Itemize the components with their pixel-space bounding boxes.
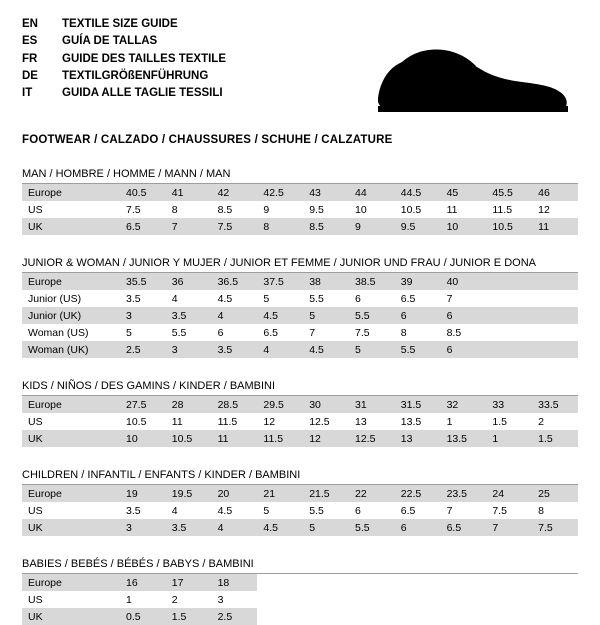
cell: 19 [120, 485, 166, 502]
cell: 3.5 [126, 504, 141, 517]
cell: 12.5 [349, 430, 395, 447]
cell: 24 [486, 485, 532, 502]
cell: 7 [486, 519, 532, 536]
cell: 10 [120, 430, 166, 447]
size-group-children [22, 469, 578, 536]
cell: 17 [166, 574, 212, 591]
cell: 5.5 [309, 292, 324, 305]
cell: 6.5 [441, 519, 487, 536]
cell: 5.5 [349, 519, 395, 536]
cell: 40 [441, 273, 487, 290]
cell: 13.5 [441, 430, 487, 447]
cell: 7.5 [532, 519, 578, 536]
cell: 21.5 [303, 485, 349, 502]
cell: 7.5 [126, 203, 141, 216]
language-title: TEXTILGRÖßENFÜHRUNG [62, 69, 209, 82]
group-title: KIDS / NIÑOS / DES GAMINS / KINDER / BAMBINI [22, 380, 276, 392]
language-row [22, 16, 226, 33]
table-row [22, 184, 578, 201]
cell [532, 273, 578, 290]
cell: 5 [303, 307, 349, 324]
dress-shoe-icon [372, 42, 572, 116]
cell: 1.5 [532, 430, 578, 447]
cell: 9.5 [395, 218, 441, 235]
cell: 11 [446, 203, 458, 216]
cell: 1 [446, 415, 453, 428]
cell: 7 [446, 504, 453, 517]
size-group-babies [22, 558, 578, 625]
cell-empty [257, 574, 578, 591]
language-title: TEXTILE SIZE GUIDE [62, 18, 178, 30]
cell: 8 [400, 326, 407, 339]
cell: 11 [171, 415, 183, 428]
row-label: US [28, 593, 43, 606]
row-label: UK [22, 519, 120, 536]
row-label: UK [22, 218, 120, 235]
language-row [22, 33, 226, 50]
row-label: UK [22, 608, 120, 625]
row-label: Europe [22, 574, 120, 591]
cell: 4 [171, 504, 178, 517]
cell: 2.5 [120, 341, 166, 358]
cell: 6 [354, 504, 361, 517]
language-row [22, 68, 226, 85]
cell: 33.5 [532, 396, 578, 413]
cell: 4.5 [217, 504, 233, 517]
language-title: GUÍA DE TALLAS [62, 35, 158, 48]
cell: 4 [171, 292, 178, 305]
cell: 5.5 [395, 341, 441, 358]
cell: 6 [395, 307, 441, 324]
cell: 5.5 [349, 307, 395, 324]
row-label: Junior (UK) [22, 307, 120, 324]
cell: 7 [446, 292, 453, 305]
cell: 45.5 [486, 184, 532, 201]
cell: 1 [486, 430, 532, 447]
cell: 5 [303, 519, 349, 536]
table-row [22, 341, 578, 358]
cell: 0.5 [120, 608, 166, 625]
language-title: GUIDA ALLE TAGLIE TESSILI [62, 87, 223, 100]
size-group-man [22, 168, 578, 235]
language-code: EN [22, 18, 38, 30]
cell: 6 [354, 292, 361, 305]
cell: 10.5 [126, 415, 147, 428]
cell: 16 [120, 574, 166, 591]
cell: 7.5 [212, 218, 258, 235]
cell: 45 [441, 184, 487, 201]
cell: 7 [309, 326, 316, 339]
cell: 46 [532, 184, 578, 201]
row-label: Europe [22, 184, 120, 201]
cell: 3 [217, 593, 224, 606]
table-row [22, 413, 578, 430]
cell: 32 [441, 396, 487, 413]
cell: 28 [166, 396, 212, 413]
cell: 38.5 [349, 273, 395, 290]
cell [532, 324, 578, 341]
cell: 22.5 [395, 485, 441, 502]
table-row [22, 218, 578, 235]
cell: 3.5 [212, 341, 258, 358]
cell: 4.5 [257, 519, 303, 536]
size-table-junior-woman [22, 273, 578, 358]
cell: 10 [354, 203, 367, 216]
cell: 13.5 [400, 415, 422, 428]
language-code: ES [22, 35, 38, 48]
cell: 4.5 [217, 292, 233, 305]
cell: 1.5 [166, 608, 212, 625]
cell: 22 [349, 485, 395, 502]
cell: 13 [395, 430, 441, 447]
cell: 40.5 [120, 184, 166, 201]
cell: 8.5 [217, 203, 233, 216]
cell: 28.5 [212, 396, 258, 413]
table-row [22, 519, 578, 536]
row-label: Europe [22, 273, 120, 290]
cell: 5 [126, 326, 132, 339]
cell: 13 [354, 415, 367, 428]
cell: 6.5 [120, 218, 166, 235]
cell: 3.5 [166, 307, 212, 324]
cell: 3.5 [126, 292, 141, 305]
cell: 37.5 [257, 273, 303, 290]
cell: 8.5 [303, 218, 349, 235]
language-code: DE [22, 69, 38, 82]
cell: 7.5 [492, 504, 507, 517]
cell: 11 [532, 218, 578, 235]
cell: 5 [263, 292, 270, 305]
cell: 3 [166, 341, 212, 358]
cell: 25 [532, 485, 578, 502]
row-label: Europe [22, 396, 120, 413]
cell: 12.5 [309, 415, 330, 428]
cell: 31.5 [395, 396, 441, 413]
cell: 42 [212, 184, 258, 201]
cell: 9.5 [309, 203, 324, 216]
cell: 6.5 [400, 292, 416, 305]
table-row [22, 430, 578, 447]
table-row [22, 290, 578, 307]
cell: 5.5 [309, 504, 324, 517]
cell: 6 [441, 307, 487, 324]
cell: 31 [349, 396, 395, 413]
cell: 9 [263, 203, 270, 216]
language-title: GUIDE DES TAILLES TEXTILE [62, 52, 226, 65]
cell: 11.5 [257, 430, 303, 447]
cell: 23.5 [441, 485, 487, 502]
cell: 29.5 [257, 396, 303, 413]
size-group-junior-woman [22, 257, 578, 358]
cell: 36.5 [212, 273, 258, 290]
cell: 7 [166, 218, 212, 235]
cell: 8 [538, 504, 545, 517]
table-row [22, 485, 578, 502]
cell [532, 341, 578, 358]
cell: 8 [257, 218, 303, 235]
size-table-kids [22, 396, 578, 447]
cell: 8.5 [446, 326, 462, 339]
row-label: Woman (US) [28, 326, 89, 339]
table-row [22, 502, 578, 519]
cell: 44 [349, 184, 395, 201]
row-label: US [28, 415, 43, 428]
cell: 39 [395, 273, 441, 290]
cell: 19.5 [166, 485, 212, 502]
cell: 1.5 [492, 415, 507, 428]
language-code: FR [22, 52, 38, 65]
cell: 6 [395, 519, 441, 536]
cell: 12 [538, 203, 550, 216]
cell-empty [257, 608, 578, 625]
cell: 7.5 [354, 326, 370, 339]
cell [532, 307, 578, 324]
cell: 9 [349, 218, 395, 235]
cell: 6 [217, 326, 224, 339]
table-row [22, 324, 578, 341]
cell: 4 [212, 519, 258, 536]
row-label: US [28, 203, 43, 216]
cell: 10.5 [486, 218, 532, 235]
table-row [22, 273, 578, 290]
cell: 33 [486, 396, 532, 413]
cell: 27.5 [120, 396, 166, 413]
cell: 12 [263, 415, 276, 428]
cell: 11.5 [217, 415, 238, 428]
cell: 5.5 [171, 326, 187, 339]
cell: 11 [212, 430, 258, 447]
cell: 3 [120, 519, 166, 536]
cell: 10 [441, 218, 487, 235]
cell: 5 [263, 504, 270, 517]
row-label: Junior (US) [28, 292, 82, 305]
cell: 1 [126, 593, 132, 606]
cell: 4.5 [257, 307, 303, 324]
cell [486, 290, 532, 307]
cell [486, 341, 532, 358]
cell: 2.5 [212, 608, 258, 625]
cell: 6.5 [263, 326, 278, 339]
header [22, 16, 578, 116]
group-title: MAN / HOMBRE / HOMME / MANN / MAN [22, 168, 231, 180]
table-row [22, 201, 578, 218]
cell: 41 [166, 184, 212, 201]
cell [486, 324, 532, 341]
cell [486, 307, 532, 324]
size-table-children [22, 485, 578, 536]
cell: 6 [441, 341, 487, 358]
table-row [22, 307, 578, 324]
page-title: FOOTWEAR / CALZADO / CHAUSSURES / SCHUHE / CALZATURE [22, 134, 393, 146]
language-row [22, 85, 226, 102]
group-title: JUNIOR & WOMAN / JUNIOR Y MUJER / JUNIOR ET FEMME / JUNIOR UND FRAU / JUNIOR E DONA [22, 257, 536, 269]
cell: 30 [303, 396, 349, 413]
language-row [22, 51, 226, 68]
row-label: US [28, 504, 43, 517]
row-label: UK [22, 430, 120, 447]
cell: 8 [171, 203, 178, 216]
cell [486, 273, 532, 290]
cell: 3 [120, 307, 166, 324]
row-label: Europe [22, 485, 120, 502]
row-label: Woman (UK) [22, 341, 120, 358]
cell [532, 290, 578, 307]
cell: 11.5 [492, 203, 513, 216]
cell: 5 [349, 341, 395, 358]
cell: 2 [171, 593, 178, 606]
cell: 35.5 [120, 273, 166, 290]
size-table-man [22, 184, 578, 235]
cell: 6.5 [400, 504, 416, 517]
table-row [22, 396, 578, 413]
language-list [22, 16, 226, 103]
group-title: CHILDREN / INFANTIL / ENFANTS / KINDER / BAMBINI [22, 469, 301, 481]
cell: 12 [303, 430, 349, 447]
cell: 38 [303, 273, 349, 290]
language-code: IT [22, 87, 33, 100]
cell: 2 [538, 415, 545, 428]
cell: 44.5 [395, 184, 441, 201]
table-row [22, 608, 578, 625]
cell: 10.5 [400, 203, 422, 216]
cell: 43 [303, 184, 349, 201]
table-row [22, 574, 578, 591]
cell: 42.5 [257, 184, 303, 201]
cell: 36 [166, 273, 212, 290]
group-title: BABIES / BEBÉS / BÉBÉS / BABYS / BAMBINI [22, 558, 254, 570]
cell: 4 [212, 307, 258, 324]
cell: 4.5 [303, 341, 349, 358]
size-group-kids [22, 380, 578, 447]
cell: 4 [257, 341, 303, 358]
cell: 20 [212, 485, 258, 502]
cell: 18 [212, 574, 258, 591]
cell: 3.5 [166, 519, 212, 536]
cell: 10.5 [166, 430, 212, 447]
cell: 21 [257, 485, 303, 502]
